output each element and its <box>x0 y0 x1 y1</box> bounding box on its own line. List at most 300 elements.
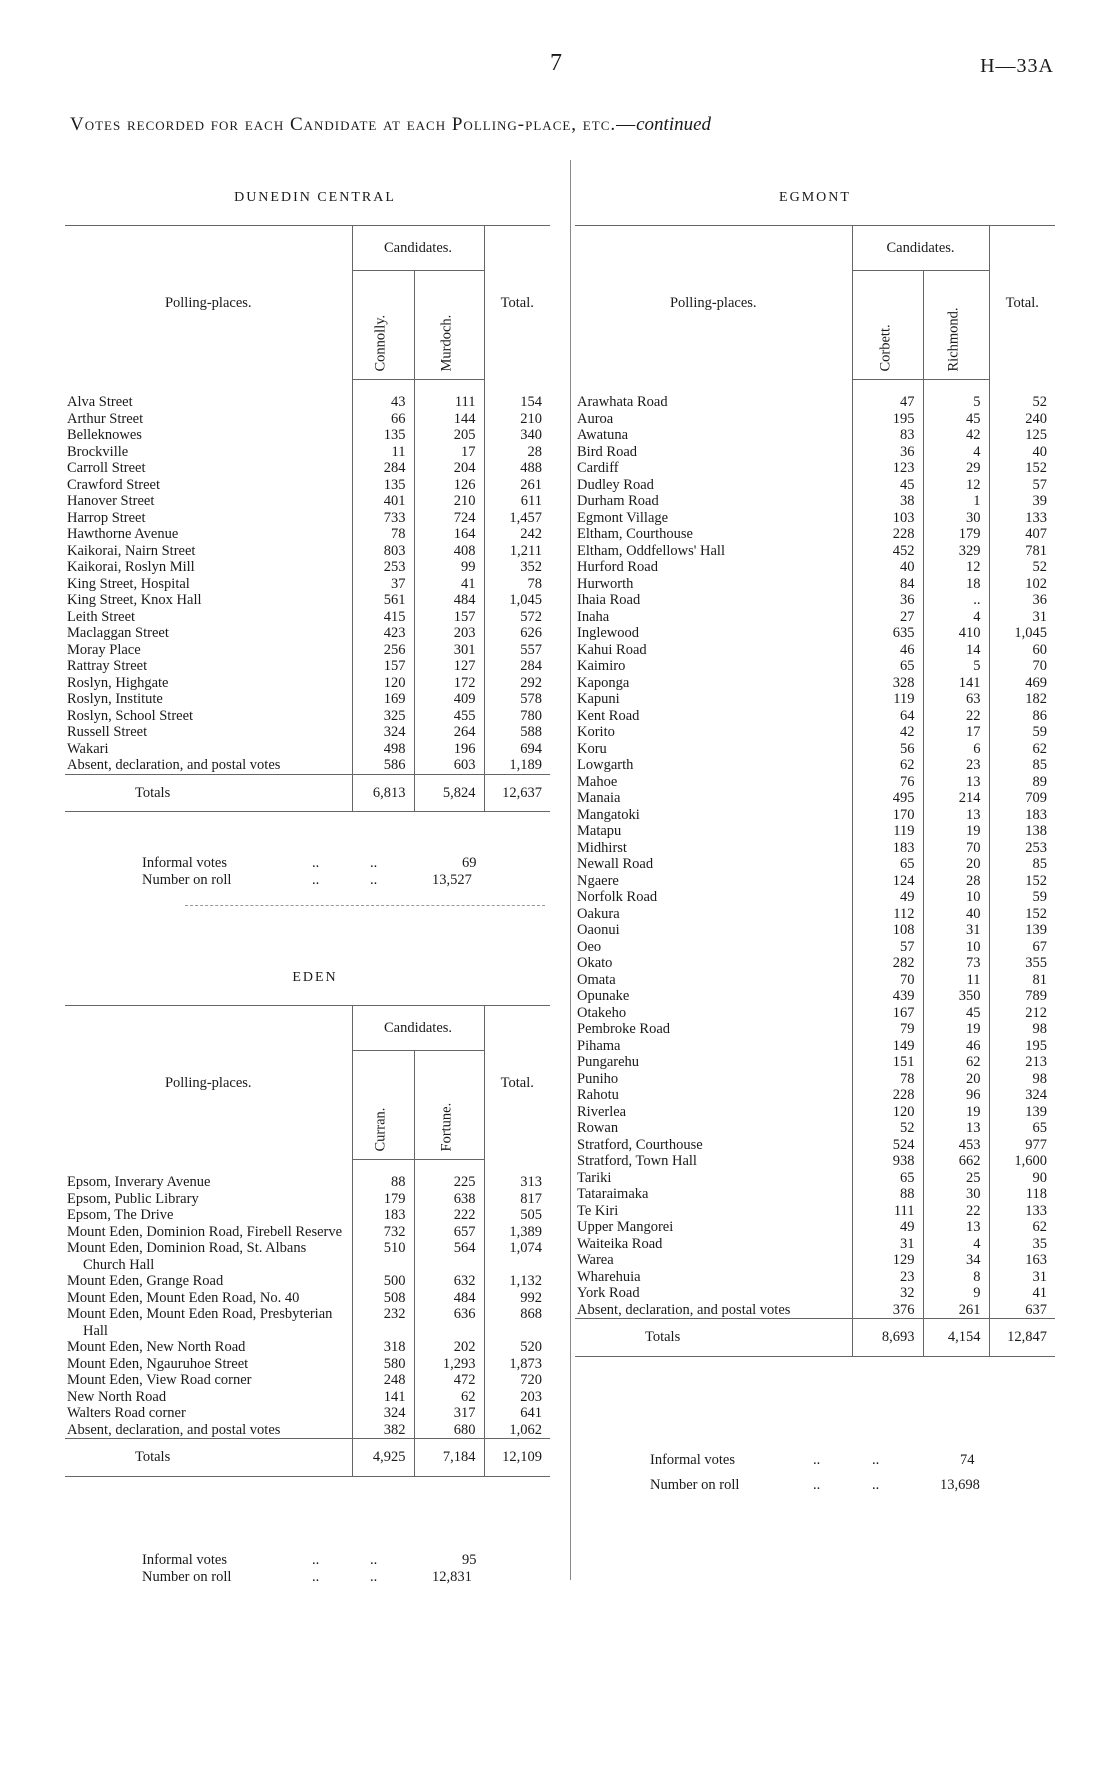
informal-votes-row: Informal votes .. .. 69 <box>142 855 477 871</box>
table-row <box>575 922 1055 939</box>
votes-cand-2: 203 <box>414 625 484 642</box>
table-row <box>575 493 1055 510</box>
votes-total: 59 <box>989 889 1055 906</box>
polling-place-name: Lowgarth <box>577 757 634 773</box>
votes-total: 102 <box>989 576 1055 593</box>
polling-place-name: Manaia <box>577 790 621 806</box>
votes-total: 125 <box>989 427 1055 444</box>
votes-total: 152 <box>989 906 1055 923</box>
votes-cand-2: 144 <box>414 411 484 428</box>
table-row <box>575 1170 1055 1187</box>
votes-cand-1: 141 <box>352 1389 414 1406</box>
votes-cand-1: 78 <box>352 526 414 543</box>
votes-cand-2: 6 <box>923 741 989 758</box>
votes-cand-2: 4 <box>923 1236 989 1253</box>
polling-place-name: Midhirst <box>577 839 627 856</box>
eden-summary <box>142 1552 477 1586</box>
table-row <box>575 741 1055 758</box>
table-row <box>575 609 1055 626</box>
votes-total: 133 <box>989 1203 1055 1220</box>
votes-cand-1: 31 <box>852 1236 923 1253</box>
votes-cand-1: 248 <box>352 1372 414 1389</box>
votes-cand-2: 17 <box>414 444 484 461</box>
votes-total: 31 <box>989 609 1055 626</box>
table-row <box>575 1054 1055 1071</box>
votes-cand-1: 36 <box>852 444 923 461</box>
votes-total: 213 <box>989 1054 1055 1071</box>
table-row <box>65 493 550 510</box>
votes-cand-2: 141 <box>923 675 989 692</box>
candidates-header: Candidates. <box>352 226 484 271</box>
votes-total: 313 <box>484 1160 550 1191</box>
table-row <box>575 1021 1055 1038</box>
polling-place-name: Wakari <box>67 740 109 757</box>
votes-total: 789 <box>989 988 1055 1005</box>
votes-cand-2: 45 <box>923 1005 989 1022</box>
votes-cand-2: 301 <box>414 642 484 659</box>
polling-place-name: Hurworth <box>577 575 634 592</box>
table-row <box>65 1240 550 1273</box>
votes-cand-2: 28 <box>923 873 989 890</box>
table-row <box>575 757 1055 774</box>
table-row <box>65 642 550 659</box>
votes-total: 557 <box>484 642 550 659</box>
votes-cand-1: 88 <box>352 1160 414 1191</box>
votes-cand-2: 111 <box>414 380 484 411</box>
votes-cand-1: 733 <box>352 510 414 527</box>
polling-place-name: Upper Mangorei <box>577 1219 674 1235</box>
table-row <box>575 873 1055 890</box>
polling-place-name: Matapu <box>577 823 622 839</box>
table-row <box>575 1203 1055 1220</box>
votes-cand-2: 4 <box>923 444 989 461</box>
candidate-header-fortune: Fortune. <box>414 1051 484 1160</box>
votes-cand-2: 19 <box>923 1021 989 1038</box>
votes-cand-1: 111 <box>852 1203 923 1220</box>
votes-total: 1,211 <box>484 543 550 560</box>
votes-total: 154 <box>484 380 550 411</box>
total-header: Total. <box>484 226 550 380</box>
votes-total: 118 <box>989 1186 1055 1203</box>
votes-cand-2: 409 <box>414 691 484 708</box>
votes-cand-1: 57 <box>852 939 923 956</box>
polling-place-name: Mount Eden, Mount Eden Road, No. 40 <box>67 1289 300 1306</box>
polling-place-name: Te Kiri <box>577 1202 619 1219</box>
polling-place-name: New North Road <box>67 1388 167 1405</box>
votes-total: 41 <box>989 1285 1055 1302</box>
votes-cand-2: 14 <box>923 642 989 659</box>
votes-cand-1: 52 <box>852 1120 923 1137</box>
votes-cand-1: 135 <box>352 427 414 444</box>
votes-total: 611 <box>484 493 550 510</box>
votes-cand-1: 56 <box>852 741 923 758</box>
votes-total: 1,389 <box>484 1224 550 1241</box>
polling-place-name: Koru <box>577 740 607 757</box>
polling-place-name: King Street, Hospital <box>67 575 190 592</box>
votes-cand-2: .. <box>923 592 989 609</box>
votes-cand-1: 42 <box>852 724 923 741</box>
votes-cand-1: 11 <box>352 444 414 461</box>
votes-total: 641 <box>484 1405 550 1422</box>
votes-cand-2: 196 <box>414 741 484 758</box>
votes-total: 163 <box>989 1252 1055 1269</box>
votes-cand-2: 17 <box>923 724 989 741</box>
votes-cand-2: 205 <box>414 427 484 444</box>
votes-cand-1: 151 <box>852 1054 923 1071</box>
table-row <box>65 477 550 494</box>
polling-place-name: Arawhata Road <box>577 393 668 410</box>
document-ref: H—33A <box>980 55 1054 77</box>
votes-cand-2: 99 <box>414 559 484 576</box>
votes-total: 355 <box>989 955 1055 972</box>
totals-row <box>65 774 550 812</box>
votes-cand-2: 1 <box>923 493 989 510</box>
polling-place-name: Awatuna <box>577 427 629 443</box>
votes-cand-2: 657 <box>414 1224 484 1241</box>
votes-total: 520 <box>484 1339 550 1356</box>
votes-total: 977 <box>989 1137 1055 1154</box>
votes-cand-1: 62 <box>852 757 923 774</box>
polling-place-name: Mount Eden, View Road corner <box>67 1372 252 1388</box>
votes-cand-1: 938 <box>852 1153 923 1170</box>
votes-cand-2: 12 <box>923 559 989 576</box>
polling-place-name: Alva Street <box>67 393 133 410</box>
polling-place-name: Kaimiro <box>577 658 626 674</box>
votes-total: 138 <box>989 823 1055 840</box>
totals-cand-1: 6,813 <box>352 774 414 812</box>
votes-cand-2: 4 <box>923 609 989 626</box>
votes-total: 152 <box>989 460 1055 477</box>
votes-total: 992 <box>484 1290 550 1307</box>
polling-place-name: Moray Place <box>67 641 141 658</box>
polling-place-name: Tariki <box>577 1169 612 1186</box>
votes-cand-2: 164 <box>414 526 484 543</box>
table-row <box>575 906 1055 923</box>
votes-cand-1: 65 <box>852 1170 923 1187</box>
totals-cand-2: 4,154 <box>923 1319 989 1357</box>
votes-total: 195 <box>989 1038 1055 1055</box>
table-row <box>65 543 550 560</box>
total-header: Total. <box>989 226 1055 380</box>
polling-place-name: Kapuni <box>577 691 620 707</box>
polling-place-name: Stratford, Courthouse <box>577 1136 703 1153</box>
votes-cand-1: 423 <box>352 625 414 642</box>
polling-place-name: Korito <box>577 724 615 740</box>
votes-total: 40 <box>989 444 1055 461</box>
votes-cand-2: 317 <box>414 1405 484 1422</box>
table-row <box>575 380 1055 411</box>
votes-cand-2: 5 <box>923 380 989 411</box>
votes-total: 36 <box>989 592 1055 609</box>
votes-cand-2: 408 <box>414 543 484 560</box>
votes-total: 817 <box>484 1191 550 1208</box>
polling-place-name: Kahui Road <box>577 641 647 658</box>
votes-cand-2: 11 <box>923 972 989 989</box>
table-row <box>65 658 550 675</box>
polling-place-name: Roslyn, Highgate <box>67 674 169 691</box>
votes-cand-1: 382 <box>352 1422 414 1439</box>
table-row <box>65 724 550 741</box>
table-row <box>65 592 550 609</box>
polling-place-name: Absent, declaration, and postal votes <box>577 1301 791 1318</box>
polling-place-name: Brockville <box>67 443 129 460</box>
votes-cand-1: 318 <box>352 1339 414 1356</box>
votes-cand-2: 724 <box>414 510 484 527</box>
votes-total: 86 <box>989 708 1055 725</box>
table-row <box>575 625 1055 642</box>
polling-place-name: Inaha <box>577 608 610 625</box>
table-row <box>575 1087 1055 1104</box>
candidates-header: Candidates. <box>352 1006 484 1051</box>
polling-place-name: Roslyn, Institute <box>67 691 163 707</box>
polling-place-name: Harrop Street <box>67 509 146 526</box>
table-row <box>65 609 550 626</box>
polling-place-name: Egmont Village <box>577 509 669 526</box>
polling-place-name: Belleknowes <box>67 427 142 443</box>
table-row <box>575 1104 1055 1121</box>
totals-cand-1: 4,925 <box>352 1439 414 1477</box>
polling-place-name: Puniho <box>577 1070 619 1087</box>
roll-row: Number on roll .. .. 13,698 <box>650 1477 980 1493</box>
table-row <box>65 427 550 444</box>
roll-row: Number on roll .. .. 12,831 <box>142 1569 472 1585</box>
votes-total: 65 <box>989 1120 1055 1137</box>
votes-total: 709 <box>989 790 1055 807</box>
table-row <box>575 1186 1055 1203</box>
votes-cand-1: 84 <box>852 576 923 593</box>
table-row <box>575 972 1055 989</box>
section-separator <box>185 905 545 906</box>
votes-cand-1: 88 <box>852 1186 923 1203</box>
votes-cand-1: 228 <box>852 526 923 543</box>
polling-place-name: Eltham, Oddfellows' Hall <box>577 542 725 559</box>
totals-cand-1: 8,693 <box>852 1319 923 1357</box>
votes-cand-1: 65 <box>852 658 923 675</box>
votes-total: 139 <box>989 1104 1055 1121</box>
votes-total: 720 <box>484 1372 550 1389</box>
table-row <box>65 625 550 642</box>
polling-place-name: Omata <box>577 971 616 988</box>
table-row <box>575 576 1055 593</box>
votes-total: 98 <box>989 1071 1055 1088</box>
votes-cand-1: 123 <box>852 460 923 477</box>
votes-cand-1: 49 <box>852 1219 923 1236</box>
table-row <box>575 477 1055 494</box>
votes-cand-1: 179 <box>352 1191 414 1208</box>
votes-cand-2: 453 <box>923 1137 989 1154</box>
table-row <box>65 1372 550 1389</box>
votes-cand-2: 30 <box>923 510 989 527</box>
polling-place-name: Riverlea <box>577 1103 627 1120</box>
votes-total: 588 <box>484 724 550 741</box>
votes-total: 572 <box>484 609 550 626</box>
votes-total: 324 <box>989 1087 1055 1104</box>
totals-total: 12,637 <box>484 774 550 812</box>
table-row <box>575 1120 1055 1137</box>
polling-place-name: Absent, declaration, and postal votes <box>67 757 281 773</box>
table-row <box>65 1207 550 1224</box>
table-row <box>575 444 1055 461</box>
polling-place-name: Stratford, Town Hall <box>577 1153 697 1169</box>
votes-total: 57 <box>989 477 1055 494</box>
egmont-title: EGMONT <box>779 190 851 205</box>
votes-total: 284 <box>484 658 550 675</box>
votes-cand-2: 62 <box>414 1389 484 1406</box>
table-row <box>65 1191 550 1208</box>
votes-total: 78 <box>484 576 550 593</box>
votes-cand-2: 18 <box>923 576 989 593</box>
votes-cand-2: 10 <box>923 889 989 906</box>
votes-cand-1: 376 <box>852 1302 923 1319</box>
votes-cand-1: 170 <box>852 807 923 824</box>
candidate-header-curran: Curran. <box>352 1051 414 1160</box>
votes-cand-1: 27 <box>852 609 923 626</box>
votes-cand-2: 19 <box>923 1104 989 1121</box>
votes-cand-1: 47 <box>852 380 923 411</box>
table-row <box>575 955 1055 972</box>
votes-cand-2: 25 <box>923 1170 989 1187</box>
table-row <box>575 1236 1055 1253</box>
table-row <box>575 526 1055 543</box>
votes-total: 352 <box>484 559 550 576</box>
votes-total: 868 <box>484 1306 550 1339</box>
table-row <box>575 1252 1055 1269</box>
votes-total: 781 <box>989 543 1055 560</box>
votes-total: 253 <box>989 840 1055 857</box>
votes-cand-1: 83 <box>852 427 923 444</box>
votes-total: 242 <box>484 526 550 543</box>
polling-place-name: Mahoe <box>577 773 618 790</box>
votes-cand-2: 157 <box>414 609 484 626</box>
votes-cand-2: 13 <box>923 807 989 824</box>
polling-place-name: Mount Eden, Dominion Road, Firebell Reserve <box>67 1223 343 1240</box>
votes-total: 212 <box>989 1005 1055 1022</box>
votes-total: 90 <box>989 1170 1055 1187</box>
votes-total: 139 <box>989 922 1055 939</box>
votes-total: 1,457 <box>484 510 550 527</box>
votes-total: 52 <box>989 559 1055 576</box>
polling-place-name: Okato <box>577 955 613 971</box>
roll-row: Number on roll .. .. 13,527 <box>142 872 472 888</box>
table-row <box>575 774 1055 791</box>
polling-place-name: Ngaere <box>577 872 619 889</box>
votes-total: 85 <box>989 757 1055 774</box>
votes-cand-1: 586 <box>352 757 414 774</box>
votes-cand-1: 65 <box>852 856 923 873</box>
votes-total: 60 <box>989 642 1055 659</box>
table-row <box>575 1285 1055 1302</box>
table-row <box>65 576 550 593</box>
votes-cand-1: 78 <box>852 1071 923 1088</box>
votes-cand-2: 472 <box>414 1372 484 1389</box>
votes-cand-1: 103 <box>852 510 923 527</box>
votes-cand-2: 564 <box>414 1240 484 1273</box>
votes-cand-1: 129 <box>852 1252 923 1269</box>
table-row <box>65 559 550 576</box>
votes-cand-2: 29 <box>923 460 989 477</box>
votes-total: 340 <box>484 427 550 444</box>
votes-cand-1: 328 <box>852 675 923 692</box>
table-row <box>65 757 550 774</box>
table-row <box>65 1422 550 1439</box>
votes-cand-1: 325 <box>352 708 414 725</box>
polling-place-name: Mount Eden, Grange Road <box>67 1273 224 1289</box>
table-row <box>575 807 1055 824</box>
votes-total: 694 <box>484 741 550 758</box>
heading-main: Votes recorded for each Candidate at each Polling-place, etc.— <box>70 114 637 135</box>
egmont-table <box>575 225 1055 1357</box>
votes-total: 67 <box>989 939 1055 956</box>
votes-total: 59 <box>989 724 1055 741</box>
informal-votes-row: Informal votes .. .. 95 <box>142 1552 477 1568</box>
votes-cand-1: 45 <box>852 477 923 494</box>
votes-cand-2: 484 <box>414 1290 484 1307</box>
votes-cand-1: 64 <box>852 708 923 725</box>
table-row <box>575 1269 1055 1286</box>
votes-cand-2: 12 <box>923 477 989 494</box>
table-row <box>65 460 550 477</box>
votes-cand-2: 41 <box>414 576 484 593</box>
polling-place-name: Carroll Street <box>67 460 146 476</box>
votes-cand-2: 264 <box>414 724 484 741</box>
votes-cand-1: 284 <box>352 460 414 477</box>
table-row <box>575 790 1055 807</box>
votes-total: 261 <box>484 477 550 494</box>
votes-cand-1: 169 <box>352 691 414 708</box>
votes-cand-1: 256 <box>352 642 414 659</box>
polling-place-name: King Street, Knox Hall <box>67 592 202 608</box>
candidate-header-corbett: Corbett. <box>852 271 923 380</box>
votes-cand-2: 214 <box>923 790 989 807</box>
polling-place-name: Rahotu <box>577 1087 619 1103</box>
polling-place-name: Arthur Street <box>67 410 144 427</box>
votes-cand-2: 662 <box>923 1153 989 1170</box>
table-row <box>575 642 1055 659</box>
totals-total: 12,847 <box>989 1319 1055 1357</box>
votes-total: 152 <box>989 873 1055 890</box>
votes-cand-2: 30 <box>923 1186 989 1203</box>
votes-cand-2: 70 <box>923 840 989 857</box>
votes-total: 1,873 <box>484 1356 550 1373</box>
votes-cand-1: 324 <box>352 1405 414 1422</box>
polling-place-name: Newall Road <box>577 856 654 872</box>
votes-total: 133 <box>989 510 1055 527</box>
votes-cand-1: 253 <box>352 559 414 576</box>
table-row <box>575 675 1055 692</box>
votes-cand-1: 452 <box>852 543 923 560</box>
table-row <box>575 1153 1055 1170</box>
polling-place-name: Absent, declaration, and postal votes <box>67 1421 281 1438</box>
polling-place-name: Auroa <box>577 410 614 427</box>
polling-place-name: Kaponga <box>577 674 630 691</box>
polling-place-name: Oakura <box>577 905 620 922</box>
table-row <box>65 1160 550 1191</box>
table-row <box>575 708 1055 725</box>
polling-place-name: Inglewood <box>577 625 640 641</box>
votes-cand-1: 183 <box>352 1207 414 1224</box>
polling-place-name: Leith Street <box>67 608 136 625</box>
table-row <box>65 1356 550 1373</box>
polling-place-name: Hanover Street <box>67 493 155 509</box>
votes-cand-1: 401 <box>352 493 414 510</box>
polling-place-name: Mount Eden, Mount Eden Road, Presbyterian Hall <box>67 1306 333 1339</box>
column-divider <box>570 160 571 1580</box>
votes-cand-2: 5 <box>923 658 989 675</box>
votes-total: 407 <box>989 526 1055 543</box>
votes-cand-1: 40 <box>852 559 923 576</box>
votes-total: 89 <box>989 774 1055 791</box>
table-row <box>575 889 1055 906</box>
